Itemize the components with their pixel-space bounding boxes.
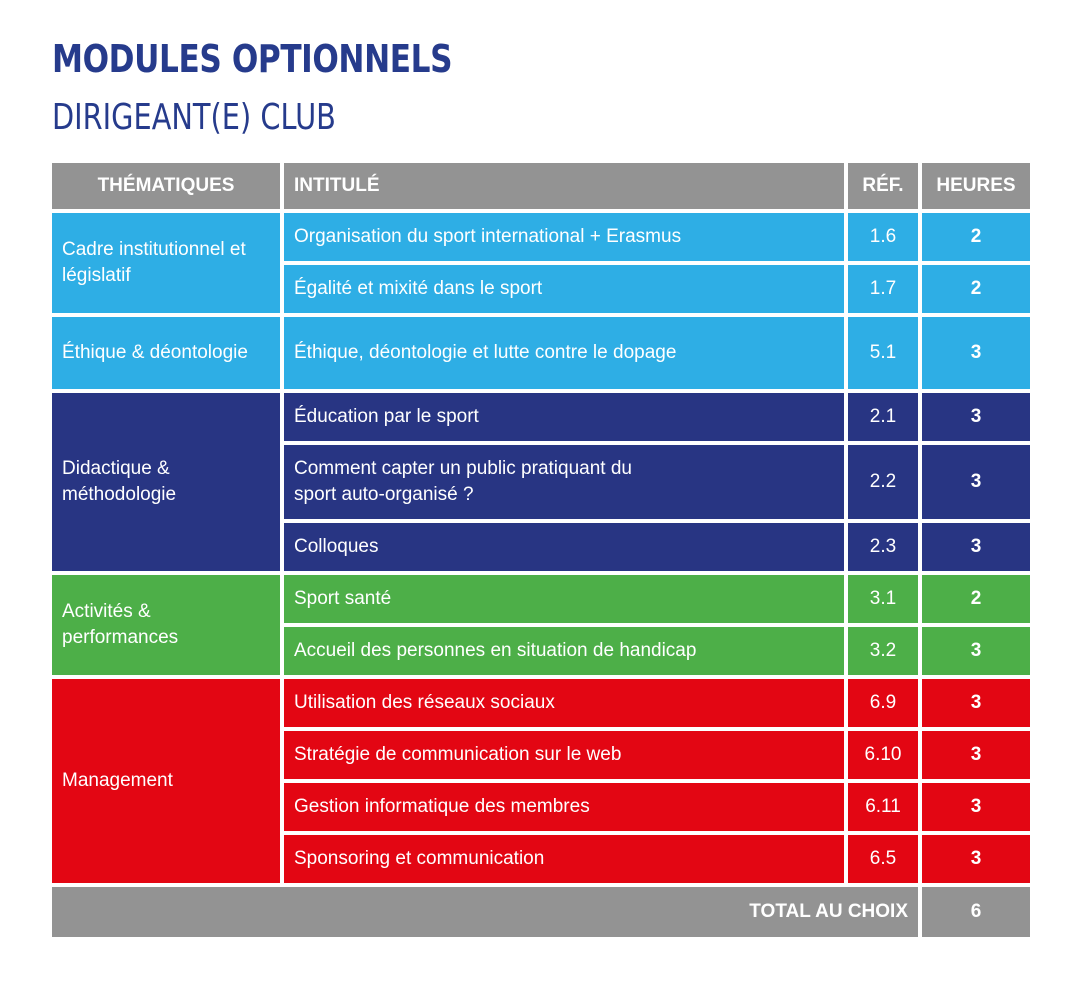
total-label: TOTAL AU CHOIX bbox=[52, 887, 918, 937]
column-header-intitule: INTITULÉ bbox=[284, 163, 844, 209]
module-hours: 2 bbox=[922, 575, 1030, 623]
module-hours: 2 bbox=[922, 265, 1030, 313]
modules-table bbox=[52, 163, 1030, 937]
module-hours: 3 bbox=[922, 317, 1030, 389]
total-value: 6 bbox=[922, 887, 1030, 937]
module-hours: 3 bbox=[922, 445, 1030, 519]
module-title: Colloques bbox=[284, 523, 844, 571]
column-header-heures: HEURES bbox=[922, 163, 1030, 209]
theme-didactique-methodologie: Didactique & méthodologie bbox=[52, 393, 280, 571]
module-title: Utilisation des réseaux sociaux bbox=[284, 679, 844, 727]
module-ref: 6.9 bbox=[848, 679, 918, 727]
module-ref: 2.1 bbox=[848, 393, 918, 441]
module-hours: 3 bbox=[922, 731, 1030, 779]
module-title: Stratégie de communication sur le web bbox=[284, 731, 844, 779]
module-title: Sponsoring et communication bbox=[284, 835, 844, 883]
column-header-thematiques: THÉMATIQUES bbox=[52, 163, 280, 209]
module-hours: 2 bbox=[922, 213, 1030, 261]
module-title: Comment capter un public pratiquant du sport auto-organisé ? bbox=[284, 445, 844, 519]
module-title: Éthique, déontologie et lutte contre le dopage bbox=[284, 317, 844, 389]
module-title: Égalité et mixité dans le sport bbox=[284, 265, 844, 313]
page-title: MODULES OPTIONNELS bbox=[52, 37, 453, 81]
module-ref: 2.2 bbox=[848, 445, 918, 519]
module-ref: 1.6 bbox=[848, 213, 918, 261]
module-hours: 3 bbox=[922, 679, 1030, 727]
module-hours: 3 bbox=[922, 393, 1030, 441]
column-header-ref: RÉF. bbox=[848, 163, 918, 209]
module-ref: 6.11 bbox=[848, 783, 918, 831]
theme-management: Management bbox=[52, 679, 280, 883]
module-ref: 2.3 bbox=[848, 523, 918, 571]
theme-activites-performances: Activités & performances bbox=[52, 575, 280, 675]
module-title: Sport santé bbox=[284, 575, 844, 623]
theme-cadre-institutionnel: Cadre institutionnel et législatif bbox=[52, 213, 280, 313]
module-title: Accueil des personnes en situation de handicap bbox=[284, 627, 844, 675]
module-ref: 1.7 bbox=[848, 265, 918, 313]
module-ref: 3.1 bbox=[848, 575, 918, 623]
module-hours: 3 bbox=[922, 783, 1030, 831]
module-title: Organisation du sport international + Erasmus bbox=[284, 213, 844, 261]
module-ref: 5.1 bbox=[848, 317, 918, 389]
module-ref: 6.5 bbox=[848, 835, 918, 883]
theme-ethique-deontologie: Éthique & déontologie bbox=[52, 317, 280, 389]
module-ref: 6.10 bbox=[848, 731, 918, 779]
module-hours: 3 bbox=[922, 627, 1030, 675]
module-ref: 3.2 bbox=[848, 627, 918, 675]
module-title: Éducation par le sport bbox=[284, 393, 844, 441]
module-hours: 3 bbox=[922, 523, 1030, 571]
module-title: Gestion informatique des membres bbox=[284, 783, 844, 831]
page-subtitle: DIRIGEANT(E) CLUB bbox=[52, 97, 336, 138]
module-hours: 3 bbox=[922, 835, 1030, 883]
